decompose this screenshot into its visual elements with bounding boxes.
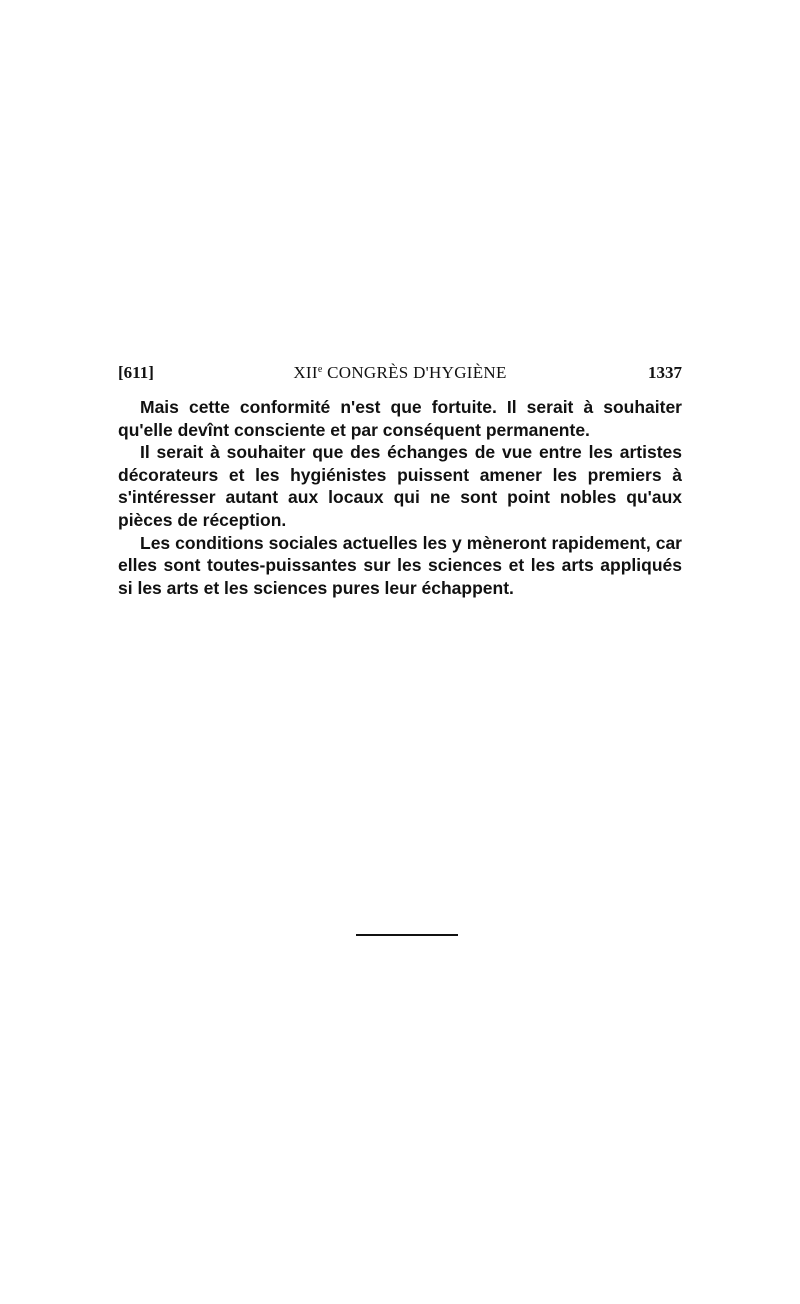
running-title-rest: CONGRÈS D'HYGIÈNE: [322, 363, 507, 382]
running-title: [118, 360, 682, 386]
end-rule: [356, 934, 458, 936]
running-title-superscript: e: [317, 364, 323, 375]
paragraph: Il serait à souhaiter que des échanges de vue entre les artistes décorateurs et les hygiénistes puissent amener les premiers à s'intéresser autant aux locaux qui ne sont point nobles qu'aux pièces de réception.: [118, 442, 682, 530]
paragraph: Les conditions sociales actuelles les y mèneront rapidement, car elles sont toutes-puissantes sur les sciences et les arts appliqués si les arts et les sciences pures leur échappent.: [118, 532, 682, 598]
body-text: [118, 396, 682, 599]
paragraph: Mais cette conformité n'est que fortuite. Il serait à souhaiter qu'elle devînt consciente et par conséquent permanente.: [118, 397, 682, 440]
running-title-prefix: XII: [293, 363, 318, 382]
page-number: 1337: [648, 363, 682, 382]
running-head: [118, 360, 682, 386]
page-reference: [611]: [118, 363, 154, 382]
